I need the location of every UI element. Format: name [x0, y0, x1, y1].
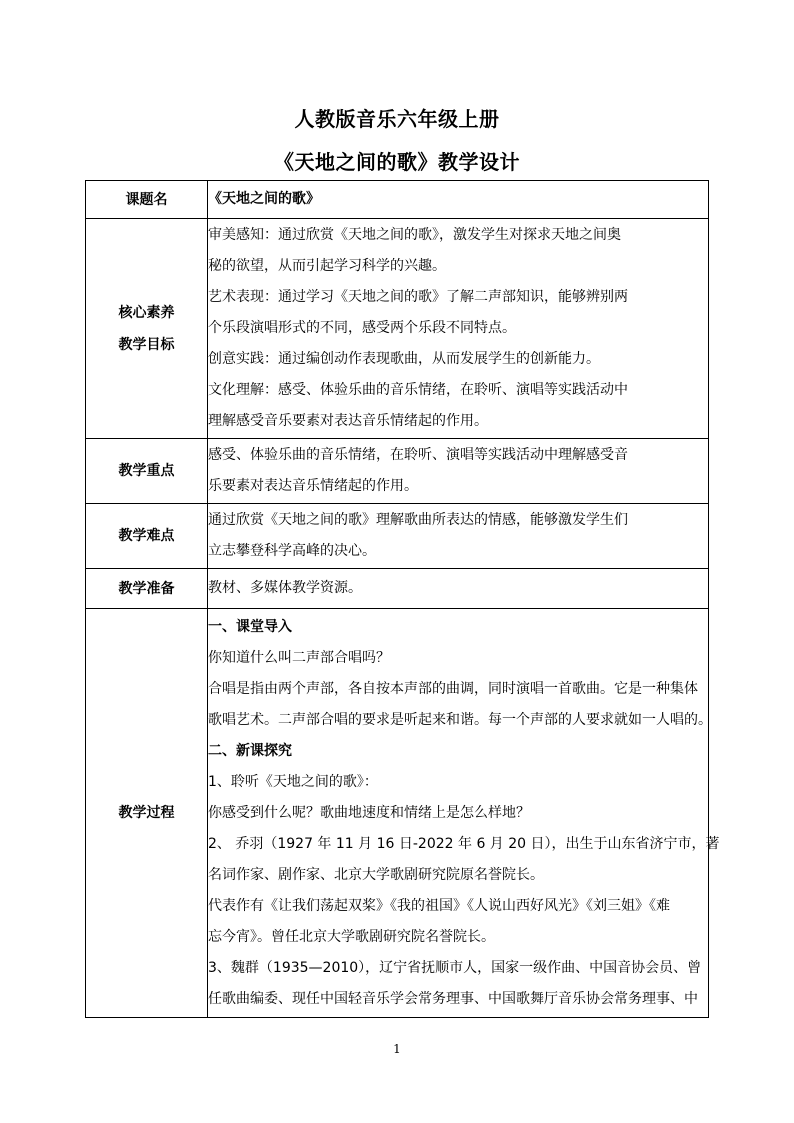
table-row-topic — [86, 181, 709, 219]
document-title: 人教版音乐六年级上册 — [294, 107, 500, 131]
goals-line: 秘的欲望，从而引起学习科学的兴趣。 — [208, 258, 446, 274]
goals-line: 创意实践：通过编创动作表现歌曲，从而发展学生的创新能力。 — [208, 351, 600, 367]
value-topic: 《天地之间的歌》 — [208, 181, 709, 219]
process-line: 你知道什么叫二声部合唱吗？ — [208, 649, 390, 666]
table-row-process — [86, 609, 709, 1018]
table-row-goals — [86, 219, 709, 439]
table-row-key — [86, 439, 709, 504]
value-goals — [208, 219, 709, 439]
lesson-plan-table — [85, 180, 720, 1018]
value-prep: 教材、多媒体教学资源。 — [208, 569, 709, 609]
value-difficulty — [208, 504, 709, 569]
value-process — [208, 609, 720, 1018]
label-difficulty: 教学难点 — [86, 504, 208, 569]
goals-line: 理解感受音乐要素对表达音乐情绪起的作用。 — [208, 413, 488, 429]
process-heading: 二、新课探究 — [208, 742, 292, 759]
value-key — [208, 439, 709, 504]
goals-line: 审美感知：通过欣赏《天地之间的歌》，激发学生对探求天地之间奥 — [208, 227, 621, 243]
process-line: 你感受到什么呢？歌曲地速度和情绪上是怎么样地？ — [208, 804, 530, 821]
label-process: 教学过程 — [86, 609, 208, 1018]
label-goals-line1: 核心素养 — [118, 304, 175, 321]
process-line: 任歌曲编委、现任中国轻音乐学会常务理事、中国歌舞厅音乐协会常务理事、中 — [208, 990, 698, 1007]
process-line: 1、聆听《天地之间的歌》： — [208, 773, 378, 790]
document-subtitle: 《天地之间的歌》教学设计 — [274, 150, 520, 174]
process-line: 合唱是指由两个声部，各自按本声部的曲调，同时演唱一首歌曲。它是一种集体 — [208, 680, 698, 697]
table-row-prep — [86, 569, 709, 609]
difficulty-line: 立志攀登科学高峰的决心。 — [208, 543, 376, 559]
page-number: 1 — [393, 1042, 401, 1056]
key-line: 感受、体验乐曲的音乐情绪，在聆听、演唱等实践活动中理解感受音 — [208, 447, 628, 463]
process-line: 忘今宵》。曾任北京大学歌剧研究院名誉院长。 — [208, 928, 495, 945]
process-line: 2、 乔羽（1927 年 11 月 16 日-2022 年 6 月 20 日），出生于山东省济宁市，著 — [208, 835, 720, 852]
difficulty-line: 通过欣赏《天地之间的歌》理解歌曲所表达的情感，能够激发学生们 — [208, 512, 628, 528]
process-line: 代表作有《让我们荡起双桨》《我的祖国》《人说山西好风光》《刘三姐》《难 — [208, 897, 670, 914]
table-row-difficulty — [86, 504, 709, 569]
label-goals-line2: 教学目标 — [118, 336, 175, 353]
goals-line: 个乐段演唱形式的不同，感受两个乐段不同特点。 — [208, 320, 516, 336]
label-topic: 课题名 — [86, 181, 208, 219]
label-key: 教学重点 — [86, 439, 208, 504]
key-line: 乐要素对表达音乐情绪起的作用。 — [208, 478, 418, 494]
label-prep: 教学准备 — [86, 569, 208, 609]
label-goals — [86, 219, 208, 439]
goals-line: 文化理解：感受、体验乐曲的音乐情绪，在聆听、演唱等实践活动中 — [208, 382, 628, 398]
process-line: 名词作家、剧作家、北京大学歌剧研究院原名誉院长。 — [208, 866, 544, 883]
process-line: 3、魏群（1935—2010），辽宁省抚顺市人，国家一级作曲、中国音协会员、曾 — [208, 959, 702, 976]
process-line: 歌唱艺术。二声部合唱的要求是听起来和谐。每一个声部的人要求就如一人唱的。 — [208, 711, 712, 728]
goals-line: 艺术表现：通过学习《天地之间的歌》了解二声部知识，能够辨别两 — [208, 289, 628, 305]
process-heading: 一、课堂导入 — [208, 618, 292, 635]
